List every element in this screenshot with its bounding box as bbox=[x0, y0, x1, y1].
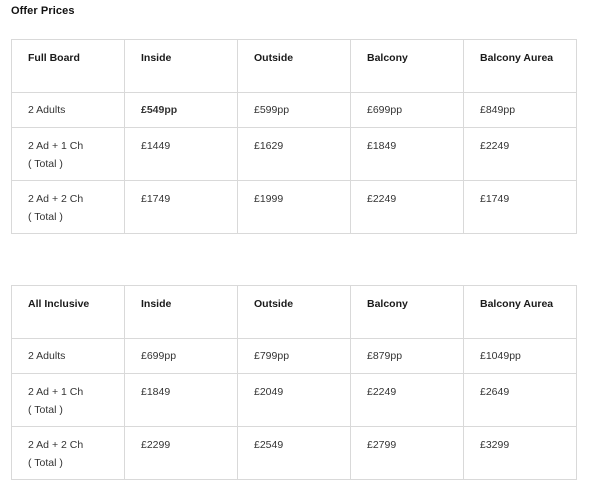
table-row bbox=[12, 181, 577, 234]
price-cell-balcony: £879pp bbox=[351, 339, 464, 374]
price-cell-inside: £1849 bbox=[125, 374, 238, 427]
price-cell-balcony: £2249 bbox=[351, 374, 464, 427]
column-header-inside: Inside bbox=[125, 286, 238, 339]
all-inclusive-price-table bbox=[11, 285, 577, 480]
price-cell-balcony-aurea: £1749 bbox=[464, 181, 577, 234]
price-cell-balcony: £699pp bbox=[351, 93, 464, 128]
price-cell-outside: £799pp bbox=[238, 339, 351, 374]
full-board-price-table bbox=[11, 39, 577, 234]
price-cell-balcony-aurea: £2249 bbox=[464, 128, 577, 181]
price-cell-balcony-aurea: £2649 bbox=[464, 374, 577, 427]
page-title: Offer Prices bbox=[11, 5, 75, 17]
price-cell-outside: £599pp bbox=[238, 93, 351, 128]
price-cell-inside: £699pp bbox=[125, 339, 238, 374]
table-row bbox=[12, 374, 577, 427]
column-header-inside: Inside bbox=[125, 40, 238, 93]
price-cell-inside: £549pp bbox=[125, 93, 238, 128]
price-cell-balcony-aurea: £1049pp bbox=[464, 339, 577, 374]
row-label bbox=[12, 128, 125, 181]
row-label bbox=[12, 181, 125, 234]
table-row bbox=[12, 427, 577, 480]
price-cell-outside: £2049 bbox=[238, 374, 351, 427]
column-header-outside: Outside bbox=[238, 40, 351, 93]
row-label-text: 2 Adults bbox=[28, 104, 66, 116]
price-cell-balcony: £1849 bbox=[351, 128, 464, 181]
price-cell-inside: £1749 bbox=[125, 181, 238, 234]
table-row bbox=[12, 93, 577, 128]
table-row bbox=[12, 128, 577, 181]
table-header-row bbox=[12, 286, 577, 339]
row-label-text: 2 Ad + 2 Ch bbox=[28, 439, 84, 451]
row-label bbox=[12, 339, 125, 374]
row-label bbox=[12, 374, 125, 427]
price-cell-outside: £1629 bbox=[238, 128, 351, 181]
row-label-text: 2 Ad + 1 Ch bbox=[28, 386, 84, 398]
board-type-header: All Inclusive bbox=[12, 286, 125, 339]
column-header-balcony-aurea: Balcony Aurea bbox=[464, 40, 577, 93]
price-cell-outside: £2549 bbox=[238, 427, 351, 480]
table-row bbox=[12, 339, 577, 374]
price-cell-inside: £1449 bbox=[125, 128, 238, 181]
price-cell-balcony: £2249 bbox=[351, 181, 464, 234]
row-label-note: ( Total ) bbox=[28, 456, 63, 469]
column-header-balcony-aurea: Balcony Aurea bbox=[464, 286, 577, 339]
row-label bbox=[12, 427, 125, 480]
row-label-note: ( Total ) bbox=[28, 403, 63, 416]
row-label-text: 2 Ad + 2 Ch bbox=[28, 193, 84, 205]
table-header-row bbox=[12, 40, 577, 93]
price-cell-inside: £2299 bbox=[125, 427, 238, 480]
row-label bbox=[12, 93, 125, 128]
price-cell-balcony-aurea: £3299 bbox=[464, 427, 577, 480]
column-header-balcony: Balcony bbox=[351, 286, 464, 339]
row-label-note: ( Total ) bbox=[28, 157, 63, 170]
column-header-balcony: Balcony bbox=[351, 40, 464, 93]
price-cell-outside: £1999 bbox=[238, 181, 351, 234]
row-label-text: 2 Ad + 1 Ch bbox=[28, 140, 84, 152]
price-cell-balcony-aurea: £849pp bbox=[464, 93, 577, 128]
price-cell-balcony: £2799 bbox=[351, 427, 464, 480]
board-type-header: Full Board bbox=[12, 40, 125, 93]
row-label-note: ( Total ) bbox=[28, 210, 63, 223]
column-header-outside: Outside bbox=[238, 286, 351, 339]
row-label-text: 2 Adults bbox=[28, 350, 66, 362]
